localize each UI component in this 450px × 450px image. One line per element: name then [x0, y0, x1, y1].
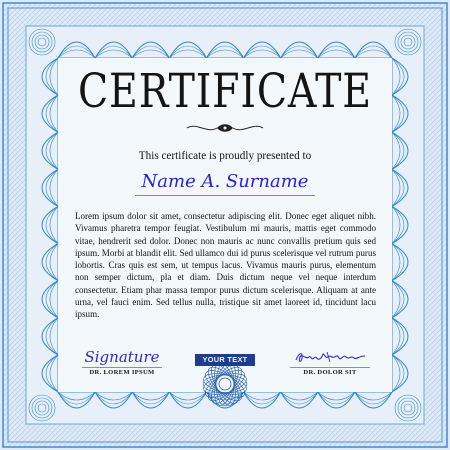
- title-flourish-ornament: [185, 120, 265, 136]
- seal-rosette-icon: [184, 340, 266, 414]
- seal-ribbon-label: YOUR TEXT: [195, 354, 255, 366]
- body-paragraph: Lorem ipsum dolor sit amet, consectetur adipiscing elit. Donec eget aliquet nibh. Vivamus pharetra tempor feugiat. Vestibulum mi mauris, mattis eget commodo vitae, hendrerit sed dolor. Donec non mauris ac nunc convallis pretium quis sed ipsum. Morbi at blandit elit. Sed ullamco dui id purus scelerisque vel rutrum purus lobortis. Cras quis est sem, ut tempus lacus. Vivamus mauris purus, elementum non semper dictum, pla et diam. Duis dictum neque vel neque interdum consectetur. Etiam phar massa tempor purus dictum scelerisque. Aliquam at ante urna, vel fauci enim. Sed tellus nulla, tristique sit amet laoreet id, tincidunt lacu ipsum.: [75, 211, 376, 320]
- left-signature-line: [82, 367, 162, 368]
- title-block: [0, 64, 450, 119]
- left-signature-block: [77, 348, 167, 376]
- certificate-title: CERTIFICATE: [78, 64, 372, 119]
- recipient-name: Name A. Surname: [141, 171, 309, 192]
- recipient-underline: [135, 195, 315, 196]
- left-signature-script: Signature: [84, 348, 160, 366]
- left-signatory-name: DR. LOREM IPSUM: [89, 369, 155, 376]
- handwritten-signature-icon: [293, 348, 368, 366]
- right-signatory-name: DR. DOLOR SIT: [303, 369, 357, 376]
- right-signature-line: [290, 367, 370, 368]
- seal-center: [219, 378, 231, 390]
- right-signature-block: [284, 348, 376, 376]
- presentation-line: This certificate is proudly presented to: [138, 150, 312, 162]
- seal: [184, 340, 266, 414]
